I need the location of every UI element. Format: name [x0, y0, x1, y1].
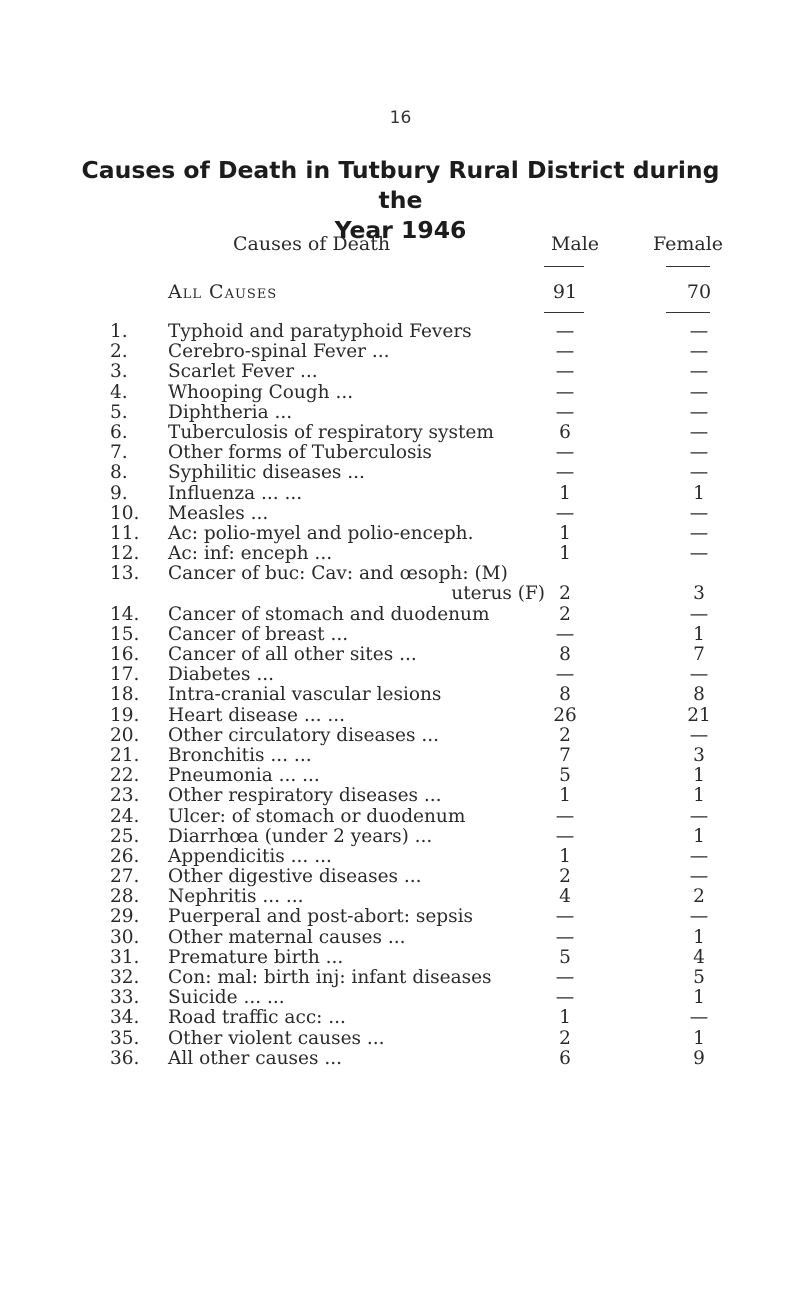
row-female: 4: [693, 946, 705, 968]
title-line-1: Causes of Death in Tutbury Rural District during the: [81, 156, 720, 214]
row-female: —: [689, 462, 709, 484]
row-male: —: [555, 401, 575, 423]
row-male: —: [555, 623, 575, 645]
row-number: 30.: [110, 926, 140, 948]
row-cause: Road traffic acc: ...: [168, 1007, 346, 1029]
table-row: [0, 968, 801, 988]
row-number: 33.: [110, 987, 140, 1009]
table-row: [0, 786, 801, 806]
row-cause: Ac: polio-myel and polio-enceph.: [168, 522, 474, 544]
row-female: —: [689, 381, 709, 403]
row-cause: Other circulatory diseases ...: [168, 724, 439, 746]
row-female: 1: [693, 765, 705, 787]
row-male: 8: [559, 684, 571, 706]
row-number: 25.: [110, 825, 140, 847]
row-cause: Suicide ... ...: [168, 987, 285, 1009]
row-number: 29.: [110, 906, 140, 928]
row-number: 28.: [110, 886, 140, 908]
row-number: 9.: [110, 482, 128, 504]
all-causes-female: 70: [686, 281, 712, 303]
row-number: 35.: [110, 1027, 140, 1049]
row-male: 1: [559, 845, 571, 867]
table-row: [0, 383, 801, 403]
row-male: 8: [559, 644, 571, 665]
row-female: 2: [693, 886, 705, 908]
row-cause: Cancer of breast ...: [168, 623, 349, 645]
table-row: [0, 403, 801, 423]
title-line-2: Year 1946: [334, 216, 467, 244]
row-female: —: [689, 522, 709, 544]
table-row: [0, 847, 801, 867]
row-female: 1: [693, 482, 705, 504]
row-cause: Other digestive diseases ...: [168, 866, 422, 888]
row-cause: Diabetes ...: [168, 664, 274, 686]
table-row: [0, 907, 801, 927]
row-male: 1: [559, 1007, 571, 1029]
row-female: —: [689, 401, 709, 423]
row-number: 1.: [110, 321, 128, 342]
row-number: 11.: [110, 522, 140, 544]
all-causes-male: 91: [552, 281, 578, 303]
row-cause: Pneumonia ... ...: [168, 765, 320, 787]
table-row: [0, 362, 801, 382]
row-male: —: [555, 462, 575, 484]
table-row: [0, 504, 801, 524]
row-male: 26: [553, 704, 577, 726]
row-cause: Premature birth ...: [168, 946, 344, 968]
row-cause: Measles ...: [168, 502, 269, 524]
row-number: 22.: [110, 765, 140, 787]
header-female: Female: [652, 233, 724, 255]
all-causes-label: All Causes: [168, 281, 278, 303]
row-male: —: [555, 664, 575, 686]
row-number: 12.: [110, 543, 140, 565]
row-female: —: [689, 543, 709, 565]
page-title: [60, 155, 741, 245]
row-male: —: [555, 967, 575, 988]
row-cause: Other violent causes ...: [168, 1027, 385, 1049]
table-row: [0, 867, 801, 887]
row-cause: Puerperal and post-abort: sepsis: [168, 906, 474, 928]
table-row: [0, 544, 801, 564]
row-cause: All other causes ...: [168, 1047, 342, 1069]
row-number: 2.: [110, 341, 128, 363]
table-row: [0, 746, 801, 766]
row-male: 6: [559, 421, 571, 443]
row-cause: Ac: inf: enceph ...: [168, 543, 333, 565]
table-row: [0, 928, 801, 948]
row-male: 1: [559, 482, 571, 504]
row-male: —: [555, 341, 575, 363]
row-number: 17.: [110, 664, 140, 686]
row-number: 32.: [110, 967, 140, 988]
row-male: —: [555, 502, 575, 524]
row-cause: Influenza ... ...: [168, 482, 303, 504]
row-number: 15.: [110, 623, 140, 645]
row-cause: Con: mal: birth inj: infant diseases: [168, 967, 492, 988]
female-header-rule: [666, 266, 710, 267]
row-female: —: [689, 724, 709, 746]
table-row: [0, 605, 801, 625]
row-male: 1: [559, 543, 571, 565]
row-cause: Other respiratory diseases ...: [168, 785, 442, 807]
row-female: 9: [693, 1047, 705, 1069]
row-female: 8: [693, 684, 705, 706]
table-row: [0, 887, 801, 907]
row-number: 26.: [110, 845, 140, 867]
row-female: —: [689, 361, 709, 383]
row-female: 1: [693, 926, 705, 948]
row-male: —: [555, 442, 575, 464]
row-male: 1: [559, 785, 571, 807]
row-female: 3: [693, 744, 705, 766]
row-number: 3.: [110, 361, 128, 383]
row-male: 6: [559, 1047, 571, 1069]
row-number: 8.: [110, 462, 128, 484]
row-male: —: [555, 321, 575, 342]
row-cause-continuation: uterus (F): [451, 583, 545, 605]
row-female: —: [689, 502, 709, 524]
row-male: —: [555, 926, 575, 948]
row-cause: Nephritis ... ...: [168, 886, 304, 908]
row-female: 1: [693, 785, 705, 807]
header-causes: Causes of Death: [233, 233, 391, 255]
page-number: 16: [389, 108, 412, 128]
row-male: 5: [559, 946, 571, 968]
row-male: —: [555, 987, 575, 1009]
table-row: [0, 685, 801, 705]
row-male: 4: [559, 886, 571, 908]
table-row: [0, 706, 801, 726]
row-number: 31.: [110, 946, 140, 968]
row-female: 3: [693, 583, 705, 605]
row-cause: Heart disease ... ...: [168, 704, 345, 726]
table-row: [0, 1029, 801, 1049]
row-number: 13.: [110, 563, 140, 585]
row-female: —: [689, 805, 709, 827]
row-female: 1: [693, 987, 705, 1009]
row-male: 7: [559, 744, 571, 766]
row-number: 20.: [110, 724, 140, 746]
row-female: —: [689, 866, 709, 888]
row-male: 1: [559, 522, 571, 544]
row-number: 14.: [110, 603, 140, 625]
row-female: 7: [693, 644, 705, 665]
row-number: 21.: [110, 744, 140, 766]
row-female: —: [689, 442, 709, 464]
row-number: 34.: [110, 1007, 140, 1029]
male-total-rule: [544, 312, 584, 313]
row-female: 1: [693, 1027, 705, 1049]
row-male: 2: [559, 603, 571, 625]
header-male: Male: [550, 233, 600, 255]
table-row: [0, 948, 801, 968]
row-number: 36.: [110, 1047, 140, 1069]
row-female: —: [689, 906, 709, 928]
row-female: 1: [693, 623, 705, 645]
row-female: —: [689, 603, 709, 625]
row-number: 5.: [110, 401, 128, 423]
row-male: 2: [559, 1027, 571, 1049]
row-number: 4.: [110, 381, 128, 403]
causes-table-body: [0, 322, 801, 1069]
row-cause: Diarrhœa (under 2 years) ...: [168, 825, 433, 847]
row-female: —: [689, 1007, 709, 1029]
row-male: 5: [559, 765, 571, 787]
row-female: 21: [687, 704, 711, 726]
table-row: [0, 463, 801, 483]
row-female: —: [689, 845, 709, 867]
row-cause: Cancer of all other sites ...: [168, 644, 417, 665]
row-number: 18.: [110, 684, 140, 706]
row-male: —: [555, 805, 575, 827]
row-male: —: [555, 825, 575, 847]
row-male: 2: [559, 866, 571, 888]
row-cause: Whooping Cough ...: [168, 381, 354, 403]
female-total-rule: [666, 312, 710, 313]
row-number: 24.: [110, 805, 140, 827]
table-row: [0, 827, 801, 847]
row-cause: Intra-cranial vascular lesions: [168, 684, 442, 706]
row-number: 16.: [110, 644, 140, 665]
row-female: —: [689, 321, 709, 342]
table-row: [0, 665, 801, 685]
table-row: [0, 807, 801, 827]
row-male: —: [555, 361, 575, 383]
row-female: 1: [693, 825, 705, 847]
row-number: 6.: [110, 421, 128, 443]
row-cause: Diphtheria ...: [168, 401, 293, 423]
table-row: [0, 423, 801, 443]
row-cause: Tuberculosis of respiratory system: [168, 421, 494, 443]
table-row: [0, 484, 801, 504]
male-header-rule: [544, 266, 584, 267]
row-cause: Cancer of buc: Cav: and œsoph: (M): [168, 563, 508, 585]
table-row: [0, 645, 801, 665]
table-row: [0, 1049, 801, 1069]
table-row: [0, 1008, 801, 1028]
row-number: 19.: [110, 704, 140, 726]
row-cause: Cancer of stomach and duodenum: [168, 603, 490, 625]
row-cause: Syphilitic diseases ...: [168, 462, 365, 484]
row-male: —: [555, 906, 575, 928]
row-number: 7.: [110, 442, 128, 464]
table-row: [0, 988, 801, 1008]
table-row: [0, 524, 801, 544]
table-row: [0, 322, 801, 342]
table-row: [0, 564, 801, 584]
row-cause: Appendicitis ... ...: [168, 845, 332, 867]
row-cause: Ulcer: of stomach or duodenum: [168, 805, 466, 827]
row-female: —: [689, 341, 709, 363]
table-row: [0, 726, 801, 746]
table-row: [0, 625, 801, 645]
row-number: 10.: [110, 502, 140, 524]
row-female: —: [689, 664, 709, 686]
table-row: [0, 443, 801, 463]
table-row: [0, 584, 801, 604]
table-row: [0, 766, 801, 786]
row-cause: Other forms of Tuberculosis: [168, 442, 432, 464]
row-cause: Other maternal causes ...: [168, 926, 406, 948]
row-male: —: [555, 381, 575, 403]
row-number: 27.: [110, 866, 140, 888]
row-male: 2: [559, 724, 571, 746]
row-male: 2: [559, 583, 571, 605]
row-cause: Typhoid and paratyphoid Fevers: [168, 321, 472, 342]
row-cause: Cerebro-spinal Fever ...: [168, 341, 390, 363]
table-row: [0, 342, 801, 362]
row-number: 23.: [110, 785, 140, 807]
row-female: 5: [693, 967, 705, 988]
row-cause: Bronchitis ... ...: [168, 744, 312, 766]
row-female: —: [689, 421, 709, 443]
row-cause: Scarlet Fever ...: [168, 361, 318, 383]
